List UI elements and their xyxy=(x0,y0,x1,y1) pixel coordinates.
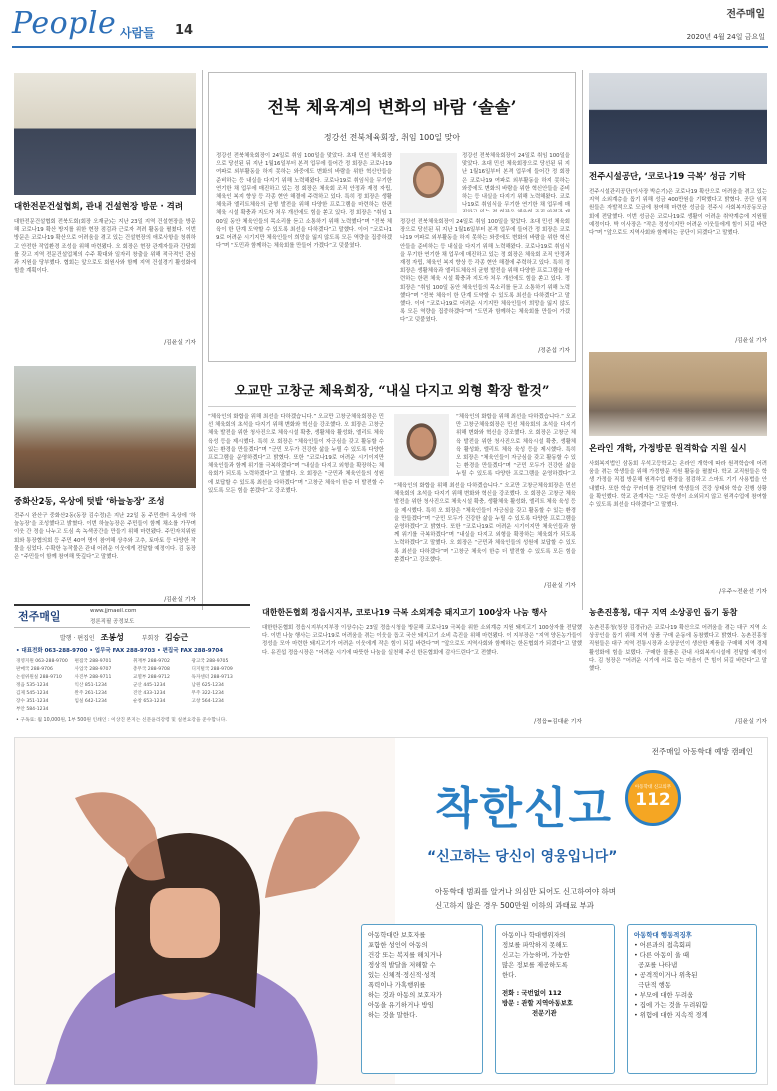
story-body: 대한전문건설협회 전북도회(회장 오재균)는 지난 23일 지역 건설현장을 방문해 코로나19 확산 방지를 위한 현장 점검과 근로자 격려 활동을 펼쳤다. 이번 방문은 코로나19 확산으로 어려움을 겪고 있는 건설현장의 애로사항을 청취하고 안전한 작업환경 조성을 위해 마련됐다. 오 회장은 현장 관계자들과 간담회를 갖고 지역 전문건설업체의 수주 확대와 일자리 창출을 위해 적극적인 관심과 지원을 당부했다. 협회는 앞으로도 회원사와 함께 지역 건설경기 활성화에 힘쓸 계획이다. xyxy=(14,219,196,275)
story-caption: 온라인 개학, 가정방문 원격학습 지원 실시 xyxy=(589,444,747,454)
publisher-line xyxy=(60,632,188,643)
definition-line: 아동을 유기하거나 방임 xyxy=(368,1001,434,1009)
story-caption: 대한한돈협회 정읍시지부, 코로나19 극복 소외계층 돼지고기 100상자 나눔 행사 xyxy=(262,608,547,617)
department-phone: 판매국 288-9706 xyxy=(16,667,53,672)
department-phone: 군산 445-1234 xyxy=(133,683,166,688)
story-body-col1: “체육인의 화합을 위해 최선을 다하겠습니다.” 오교만 고창군체육회장은 민선 체육회의 초석을 다지기 위해 변화와 혁신을 강조했다. 오 회장은 고창군 체육 발전을 위한 청사진으로 체육시설 확충, 생활체육 활성화, 엘리트 체육 육성 등을 제시했다. 특히 오 회장은 “체육인들이 자긍심을 갖고 활동할 수 있는 환경을 만들겠다”며 “군민 모두가 건강한 삶을 누릴 수 있도록 다양한 프로그램을 운영하겠다”고 밝혔다. 또한 “코로나19로 어려운 시기이지만 체육인들과 함께 위기를 극복하겠다”며 “내실을 다지고 외형을 확장하는 체육회가 되도록 노력하겠다”고 말했다. 오 회장은 “군민과 체육인들의 성원에 보답할 수 있도록 최선을 다하겠다”며 “고창군 체육이 한층 더 발전할 수 있도록 모든 힘을 쏟겠다”고 강조했다. xyxy=(208,414,384,494)
feature-body-col2: 정강선 전북체육회장이 24일로 취임 100일을 맞았다. 초대 민선 체육회장으로 당선된 뒤 지난 1월16일부터 본격 업무에 들어간 정 회장은 코로나19 여파로 외부활동을 하지 못하는 와중에도 변화의 바람을 위한 혁신안들을 준비하는 등 내실을 다지기 위해 노력해왔다. 코로나19로 취임식을 무기한 연기한 채 업무에 매 xyxy=(462,153,570,209)
page-header xyxy=(0,0,777,50)
department-phone: 김제 545-1234 xyxy=(16,691,49,696)
editor-label: 부회장 xyxy=(141,635,160,642)
department-phone: 완주 261-1234 xyxy=(74,691,107,696)
section-title-korean: 사람들 xyxy=(120,26,155,40)
definition-line: 아동학대란 보호자를 xyxy=(368,931,426,939)
feature-byline: /정준섭 기자 xyxy=(538,348,570,354)
department-phone: 취재부 288-9702 xyxy=(133,659,170,664)
report-badge xyxy=(625,770,681,826)
definition-line: 하는 것을 말한다. xyxy=(368,1011,418,1019)
badge-number: 112 xyxy=(635,790,671,810)
page-number: 14 xyxy=(175,23,194,38)
info-box-signs xyxy=(627,924,757,1074)
story-photo-rooftop-garden xyxy=(14,366,196,488)
definition-line: 하는 것과 아동의 보호자가 xyxy=(368,991,443,999)
column-divider xyxy=(582,70,583,610)
report-info-line: 많은 정보를 제공하도록 xyxy=(502,961,568,969)
department-phone: 총무국 288-9708 xyxy=(133,667,170,672)
ad-illustration-child xyxy=(15,738,395,1085)
badge-top-text: 아동학대 신고의무 xyxy=(634,785,672,790)
ad-slogan: “신고하는 당신이 영웅입니다” xyxy=(427,849,618,865)
story-rule xyxy=(208,406,576,407)
ad-tagline: 전주매일 아동학대 예방 캠페인 xyxy=(651,747,753,756)
report-info-line: 신고는 가능하며, 가능한 xyxy=(502,951,570,959)
story-byline: /김윤실 기자 xyxy=(544,583,576,589)
masthead-name: 전주매일 xyxy=(18,610,61,623)
story-byline: /김윤실 기자 xyxy=(735,719,767,725)
feature-subheadline: 정강선 전북체육회장, 취임 100일 맞아 xyxy=(323,133,461,142)
header-rule xyxy=(12,46,768,48)
portrait-photo xyxy=(400,153,457,213)
column-divider xyxy=(202,70,203,610)
ad-desc-2: 신고하지 않은 경우 500만원 이하의 과태료 부과 xyxy=(435,901,595,910)
definition-line: 포함한 성인이 아동의 xyxy=(368,941,428,949)
report-info-line: 아동이나 학대행위자의 xyxy=(502,931,566,939)
definition-line: 건강 또는 복지를 해치거나 xyxy=(368,951,443,959)
department-phone: 독자센터 288-9713 xyxy=(191,675,233,680)
report-info-line: 한다. xyxy=(502,971,517,979)
section-title: People xyxy=(12,6,117,41)
story-caption: 농촌진흥청, 대구 지역 소상공인 돕기 동참 xyxy=(589,608,738,617)
sign-item: 극단적 행동 xyxy=(634,981,671,989)
department-phone: 사진부 288-9711 xyxy=(74,675,112,680)
publisher-label: 발행 · 편집인 xyxy=(60,635,95,642)
story-photo-donation xyxy=(589,73,767,164)
department-phone: 정읍 535-1234 xyxy=(16,683,49,688)
story-body-col3: “체육인의 화합을 위해 최선을 다하겠습니다.” 오교만 고창군체육회장은 민선 체육회의 초석을 다지기 위해 변화와 혁신을 강조했다. 오 회장은 고창군 체육 발전을 위한 청사진으로 체육시설 확충, 생활체육 활성화, 엘리트 체육 육성 등을 제시했다. 특히 오 회장은 “체육인들이 자긍심을 갖고 활동할 수 있는 환경을 만들겠다”며 “군민 모두가 건강한 삶을 누릴 수 있도록 다양한 프로그램을 운영하겠다”고 밝혔다. 또한 “코로나19로 어려운 시기이지만 체육인들과 함께 위기를 극복하겠다”며 “내실을 다지고 외형을 확장하는 체육회가 되도록 노력하겠다”고 말했다. 오 회장은 “군민과 체육인들의 성원에 보답할 수 있도록 최선을 다하겠다”며 “고창군 체육이 한층 더 발전할 수 있도록 모든 힘을 쏟겠다”고 강조했다. xyxy=(394,483,576,563)
story-body: 전주시설관리공단(이사장 박순기)은 코로나19 확산으로 어려움을 겪고 있는 지역 소외계층을 돕기 위해 성금 400만원을 기탁했다고 밝혔다. 공단 임직원들은 자발적으로 모금에 참여해 마련한 성금을 전주시 사회복지공동모금회에 전달했다. 이번 성금은 코로나19로 생활이 어려운 취약계층에 지원될 예정이다. 박 이사장은 “작은 정성이지만 어려운 이웃들에게 힘이 되길 바란다”며 “앞으로도 지역사회와 함께하는 공단이 되겠다”고 말했다. xyxy=(589,189,767,237)
definition-line: 폭력이나 가혹행위를 xyxy=(368,981,426,989)
definition-line: 있는 신체적·정신적·성적 xyxy=(368,971,436,979)
story-body: 사회복지법인 삼동회 우석고등학교는 온라인 개학에 따라 원격학습에 어려움을 겪는 학생들을 위해 가정방문 지원 활동을 펼쳤다. 학교 교직원들은 학생 가정을 직접 방문해 원격수업 환경을 점검하고 스마트 기기 사용법을 안내했다. 또한 학습 꾸러미를 전달하며 학생들의 건강 상태와 학습 진행 상황을 확인했다. 학교 관계자는 “모든 학생이 소외되지 않고 원격수업에 참여할 수 있도록 최선을 다하겠다”고 말했다. xyxy=(589,461,767,509)
story-byline: /김윤실 기자 xyxy=(164,597,196,603)
issue-date: 2020년 4월 24일 금요일 xyxy=(686,33,765,41)
story-byline: /김윤실 기자 xyxy=(735,338,767,344)
feature-body-col3: 정강선 전북체육회장이 24일로 취임 100일을 맞았다. 초대 민선 체육회장으로 당선된 뒤 지난 1월16일부터 본격 업무에 들어간 정 회장은 코로나19 여파로 외부활동을 하지 못하는 와중에도 변화의 바람을 위한 혁신안들을 준비하는 등 내실을 다지기 위해 노력해왔다. 코로나19로 취임식을 무기한 연기한 채 업무에 매진하고 있는 정 회장은 체육회 조직 안정과 재정 자립, 체육인 복지 향상 등 각종 현안 해결에 주력하고 있다. 특히 정 회장은 생활체육과 엘리트체육의 균형 발전을 위해 다양한 프로그램을 마련하는 한편 체육 시설 확충과 지도자 처우 개선에도 힘을 쏟고 있다. 정 회장은 “취임 100일 동안 체육인들의 목소리를 듣고 소통하기 위해 노력했다”며 “전북 체육이 한 단계 도약할 수 있도록 최선을 다하겠다”고 말했다. 이어 “코로나19로 어려운 시기지만 체육인들이 희망을 잃지 않도록 모든 역량을 집중하겠다”며 “도민과 함께하는 체육회를 만들어 가겠다”고 덧붙였다. xyxy=(400,219,570,324)
phone-line: • 대표전화 063-288-9700 • 업무국 FAX 288-9703 • 편집국 FAX 288-9704 xyxy=(16,648,224,654)
department-phone: 광고국 288-9705 xyxy=(191,659,229,664)
department-phone: 편집국 288-9701 xyxy=(74,659,112,664)
department-phone: 고창 564-1234 xyxy=(191,699,224,704)
masthead-motto: 정론직필 공정보도 xyxy=(90,619,135,625)
department-phone: 사업국 288-9707 xyxy=(74,667,112,672)
newspaper-name: 전주매일 xyxy=(726,9,765,20)
sign-item: • 공격적이거나 위축된 xyxy=(634,971,698,979)
department-phone: 순창 653-1234 xyxy=(133,699,166,704)
story-body: 농촌진흥청(청장 김경규)은 코로나19 확산으로 어려움을 겪는 대구 지역 소상공인을 돕기 위해 지역 상품 구매 운동에 동참했다고 밝혔다. 농촌진흥청 직원들은 대구 지역 전통시장과 소상공인이 생산한 제품을 구매해 지역 경제 활성화에 힘을 보탰다. 구매한 물품은 관내 사회복지시설에 전달할 예정이다. 김 청장은 “어려운 시기에 서로 돕는 마음이 큰 힘이 되길 바란다”고 말했다. xyxy=(589,625,767,673)
editor-name: 김승근 xyxy=(165,633,189,642)
feature-body-col1: 정강선 전북체육회장이 24일로 취임 100일을 맞았다. 초대 민선 체육회장으로 당선된 뒤 지난 1월16일부터 본격 업무에 들어간 정 회장은 코로나19 여파로 외부활동을 하지 못하는 와중에도 변화의 바람을 위한 혁신안들을 준비하는 등 내실을 다지기 위해 노력해왔다. 코로나19로 취임식을 무기한 연기한 채 업무에 매진하고 있는 정 회장은 체육회 조직 안정과 재정 자립, 체육인 복지 향상 등 각종 현안 해결에 주력하고 있다. 특히 정 회장은 생활체육과 엘리트체육의 균형 발전을 위해 다양한 프로그램을 마련하는 한편 체육 시설 확충과 지도자 처우 개선에도 힘을 쏟고 있다. 정 회장은 “취임 100일 동안 체육인들의 목소리를 듣고 소통하기 위해 노력했다”며 “전북 체육이 한 단계 도약할 수 있도록 최선을 다하겠다”고 말했다. 이어 “코로나19로 어려운 시기지만 체육인들이 희망을 잃지 않도록 모든 역량을 집중하겠다”며 “도민과 함께하는 체육회를 만들어 가겠다”고 덧붙였다. xyxy=(216,153,392,250)
story-byline: /김윤실 기자 xyxy=(164,340,196,346)
story-photo-home-visit xyxy=(589,352,767,436)
story-body: 대한한돈협회 정읍시지부(지부장 이상수)는 23일 정읍시청을 방문해 코로나19 극복을 위한 소외계층 지원 돼지고기 100상자를 전달했다. 이번 나눔 행사는 코로나19로 어려움을 겪는 이웃을 돕고 국산 돼지고기 소비 촉진을 위해 마련됐다. 이 지부장은 “지역 양돈농가들이 정성을 모아 마련한 돼지고기가 어려운 이웃에게 작은 힘이 되길 바란다”며 “앞으로도 지역사회와 함께하는 한돈협회가 되겠다”고 말했다. 유진섭 정읍시장은 “어려운 시기에 따뜻한 나눔을 실천해 주신 한돈협회에 감사드린다”고 전했다. xyxy=(262,625,582,656)
sign-item: • 어른과의 접촉회피 xyxy=(634,941,692,949)
story-caption: 대한전문건설협회, 관내 건설현장 방문 · 격려 xyxy=(14,202,184,212)
story-byline: /정읍=김대윤 기자 xyxy=(534,719,582,725)
story-body: 전주시 완산구 중화산2동(동장 김수정)은 지난 22일 동 주민센터 옥상에 ‘하늘농장’을 조성했다고 밝혔다. 이번 하늘농장은 주민들이 함께 채소를 가꾸며 이웃 간 정을 나누고 도심 속 녹색공간을 만들기 위해 마련됐다. 주민자치위원회와 통장협의회 등 주민 40여 명이 참여해 상추와 고추, 토마토 등 다양한 작물을 심었다. 수확한 농작물은 관내 어려운 이웃에게 전달할 예정이다. 김 동장은 “주민들이 함께 참여해 뜻깊다”고 말했다. xyxy=(14,513,196,561)
definition-line: 정상적 발달을 저해할 수 xyxy=(368,961,436,969)
report-visit: 방문 : 관할 지역아동보호 xyxy=(502,999,573,1007)
story-headline: 오교만 고창군 체육회장, “내실 다지고 외형 확장 할것” xyxy=(234,384,550,399)
department-phone: 남원 625-1234 xyxy=(191,683,224,688)
ad-desc-1: 아동학대 범죄를 알거나 의심만 되어도 신고하여야 하며 xyxy=(435,887,616,896)
department-phone: 무주 322-1234 xyxy=(191,691,224,696)
department-phone: 진안 433-1234 xyxy=(133,691,166,696)
info-box-definition xyxy=(361,924,483,1074)
campaign-ad xyxy=(14,737,768,1085)
story-photo-construction-meeting xyxy=(14,73,196,195)
story-caption: 전주시설공단, ‘코로나19 극복’ 성금 기탁 xyxy=(589,172,746,182)
story-byline: /우주~전윤선 기자 xyxy=(719,589,767,595)
sign-item: • 집에 가는 것을 두려워함 xyxy=(634,1001,708,1009)
department-phone: 부안 584-1234 xyxy=(16,707,49,712)
sign-item: • 부모에 대한 두려움 xyxy=(634,991,694,999)
department-phone: 익산 851-1234 xyxy=(74,683,107,688)
story-caption: 중화산2동, 옥상에 텃밭 ‘하늘농장’ 조성 xyxy=(14,497,165,507)
sign-item: 공포를 나타냄 xyxy=(634,961,678,969)
report-visit-2: 전문기관 xyxy=(532,1009,557,1017)
sign-item: • 다른 아동이 울 때 xyxy=(634,951,690,959)
report-call: 전화 : 국번없이 112 xyxy=(502,989,562,997)
department-list xyxy=(16,658,250,714)
info-box-report xyxy=(495,924,615,1074)
department-phone: 경영지원 063-288-9700 xyxy=(16,659,68,664)
publisher-name: 조봉성 xyxy=(100,633,124,642)
department-phone: 논설위원실 288-9710 xyxy=(16,675,62,680)
masthead-site: www.jjmaeil.com xyxy=(90,608,137,614)
department-phone: 장수 351-1234 xyxy=(16,699,49,704)
department-phone: 디지털국 288-9709 xyxy=(191,667,233,672)
portrait-photo xyxy=(394,414,449,476)
masthead-rule xyxy=(14,627,250,628)
department-phone: 교열부 288-9712 xyxy=(133,675,170,680)
feature-headline: 전북 체육계의 변화의 바람 ‘솔솔’ xyxy=(267,98,517,118)
masthead-footer: • 구독료: 월 10,000원, 1부 500원 인쇄인 : 이상진 본지는 신문윤리강령 및 실천요강을 준수합니다. xyxy=(16,718,227,723)
sign-item: • 위험에 대한 지속적 경계 xyxy=(634,1011,708,1019)
signs-title: 아동학대 행동적징후 xyxy=(634,931,692,939)
report-info-line: 정보를 파악하지 못해도 xyxy=(502,941,568,949)
department-phone: 임실 642-1234 xyxy=(74,699,107,704)
story-body-col2: “체육인의 화합을 위해 최선을 다하겠습니다.” 오교만 고창군체육회장은 민선 체육회의 초석을 다지기 위해 변화와 혁신을 강조했다. 오 회장은 고창군 체육 발전을 위한 청사진으로 체육시설 확충, 생활체육 활성화, 엘리트 체육 육성 등을 제시했다. 특히 오 회장은 “체육인들이 자긍심을 갖고 활동할 수 있는 환경을 만들겠다”며 “군민 모두가 건강한 삶을 누릴 수 있도록 다양한 프로그램을 운영하겠다”고 xyxy=(456,414,576,477)
ad-title: 착한신고 xyxy=(435,783,614,834)
